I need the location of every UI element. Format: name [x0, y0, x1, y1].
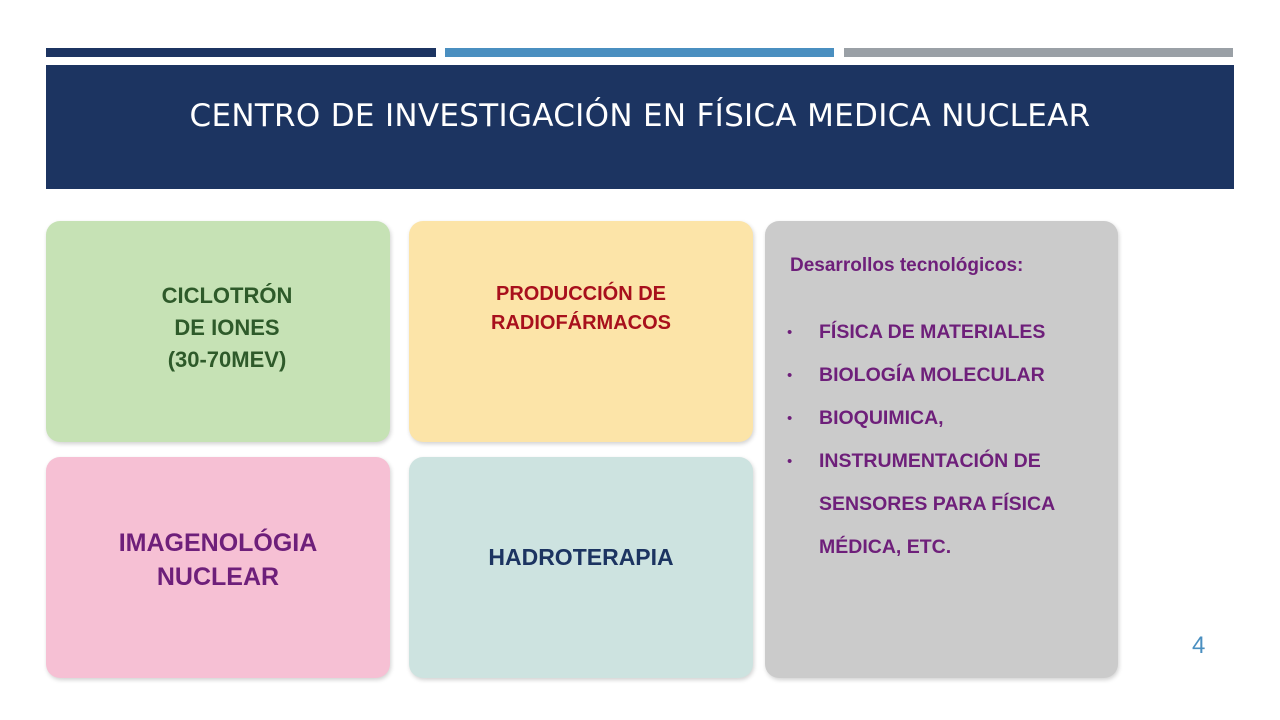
list-item-text: BIOQUIMICA,: [819, 407, 944, 429]
tile-cyclotron: [46, 221, 390, 442]
radiopharma-text: [491, 280, 671, 338]
bullet-icon: •: [787, 324, 793, 341]
bullet-icon: •: [787, 367, 793, 384]
title-banner: [46, 65, 1234, 189]
radiopharma-line-1: PRODUCCIÓN DE: [495, 282, 666, 305]
developments-heading: Desarrollos tecnológicos:: [790, 255, 1024, 276]
tile-technological-developments: [765, 221, 1118, 678]
developments-list: [787, 311, 1117, 569]
accent-bar-blue: [445, 48, 834, 57]
page-number: 4: [1192, 632, 1206, 659]
list-item-text: FÍSICA DE MATERIALES: [819, 321, 1046, 343]
list-item: [787, 397, 1117, 440]
bullet-icon: •: [787, 410, 793, 427]
imaging-text: [119, 526, 318, 594]
bullet-icon: •: [787, 453, 793, 470]
list-item-text: BIOLOGÍA MOLECULAR: [819, 364, 1045, 386]
cyclotron-text: [162, 280, 293, 376]
hadrotherapy-text: HADROTERAPIA: [488, 544, 674, 570]
accent-bar-gray: [844, 48, 1233, 57]
cyclotron-line-2: DE IONES: [174, 314, 280, 340]
list-item-text: INSTRUMENTACIÓN DE SENSORES PARA FÍSICA MÉDICA, ETC.: [819, 450, 1055, 558]
cyclotron-line-1: CICLOTRÓN: [161, 282, 293, 308]
list-item: [787, 440, 1117, 569]
tile-nuclear-imaging: [46, 457, 390, 678]
radiopharma-line-2: RADIOFÁRMACOS: [491, 311, 671, 334]
list-item: [787, 354, 1117, 397]
slide-title: CENTRO DE INVESTIGACIÓN EN FÍSICA MEDICA NUCLEAR: [189, 98, 1091, 134]
tile-radiopharmaceuticals: [409, 221, 753, 442]
cyclotron-line-3: (30-70MEV): [167, 346, 287, 372]
imaging-line-1: IMAGENOLÓGIA: [118, 528, 318, 557]
accent-bar-navy: [46, 48, 436, 57]
imaging-line-2: NUCLEAR: [156, 562, 280, 591]
list-item: [787, 311, 1117, 354]
tile-hadrotherapy: [409, 457, 753, 678]
